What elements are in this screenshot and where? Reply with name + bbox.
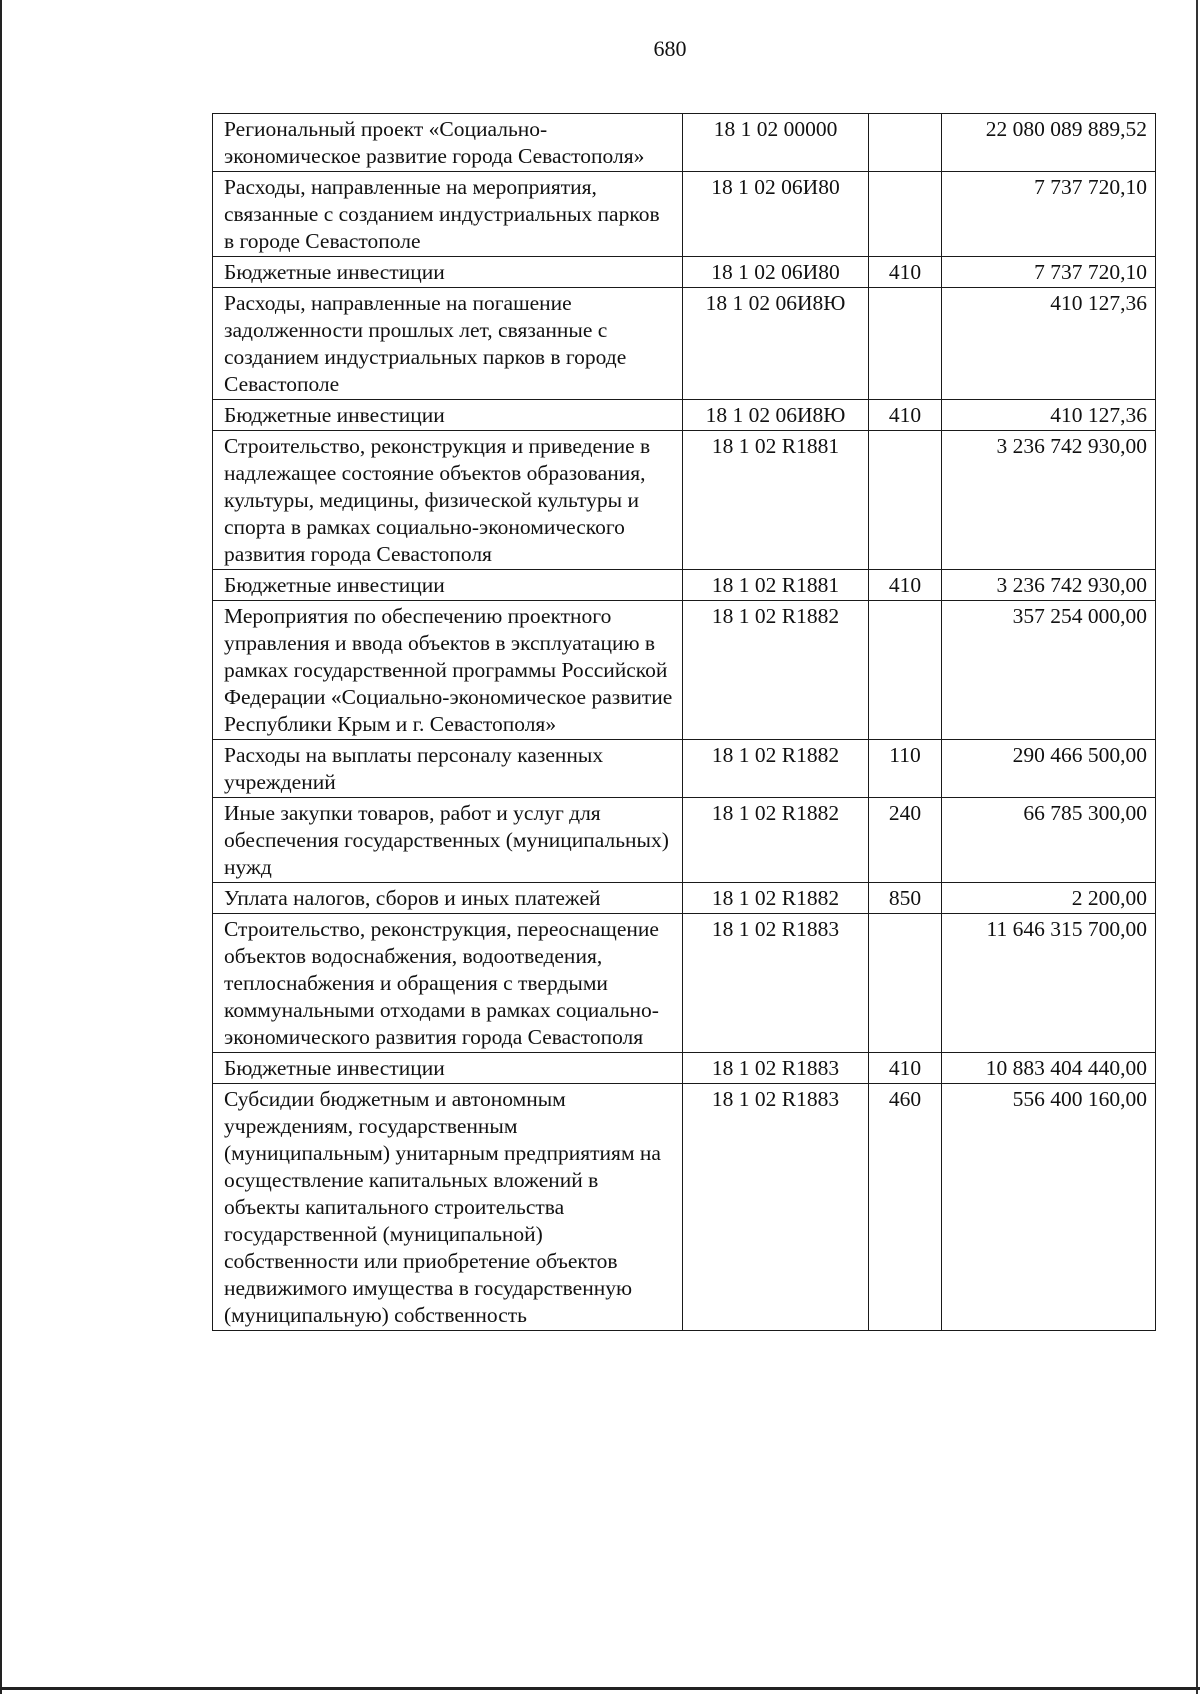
table-row (213, 400, 1156, 431)
table-body (213, 114, 1156, 1331)
row-code-cell: 18 1 02 06И80 (683, 172, 869, 257)
row-name-cell: Региональный проект «Социально-экономическое развитие города Севастополя» (213, 114, 683, 172)
row-amount-cell: 7 737 720,10 (942, 257, 1156, 288)
row-expense-type-cell: 460 (869, 1084, 942, 1331)
table-row (213, 883, 1156, 914)
row-amount-cell: 290 466 500,00 (942, 740, 1156, 798)
row-amount-cell: 3 236 742 930,00 (942, 431, 1156, 570)
row-amount-cell: 556 400 160,00 (942, 1084, 1156, 1331)
row-name-cell: Бюджетные инвестиции (213, 257, 683, 288)
row-code-cell: 18 1 02 R1882 (683, 601, 869, 740)
table-row (213, 114, 1156, 172)
row-amount-cell: 66 785 300,00 (942, 798, 1156, 883)
row-expense-type-cell (869, 172, 942, 257)
table-row (213, 601, 1156, 740)
row-code-cell: 18 1 02 R1882 (683, 740, 869, 798)
table-row (213, 798, 1156, 883)
row-name-cell: Строительство, реконструкция, переоснащение объектов водоснабжения, водоотведения, теплоснабжения и обращения с твердыми коммунальными отходами в рамках социально-экономического развития города Севастополя (213, 914, 683, 1053)
table-row (213, 1053, 1156, 1084)
row-amount-cell: 410 127,36 (942, 288, 1156, 400)
row-name-cell: Расходы, направленные на мероприятия, связанные с созданием индустриальных парков в городе Севастополе (213, 172, 683, 257)
row-code-cell: 18 1 02 06И8Ю (683, 288, 869, 400)
row-expense-type-cell (869, 114, 942, 172)
table-row (213, 570, 1156, 601)
row-code-cell: 18 1 02 R1883 (683, 914, 869, 1053)
table-row (213, 740, 1156, 798)
row-amount-cell: 2 200,00 (942, 883, 1156, 914)
row-code-cell: 18 1 02 R1882 (683, 883, 869, 914)
scan-left-edge (0, 0, 2, 1694)
row-expense-type-cell (869, 431, 942, 570)
table-row (213, 914, 1156, 1053)
row-name-cell: Уплата налогов, сборов и иных платежей (213, 883, 683, 914)
row-code-cell: 18 1 02 06И80 (683, 257, 869, 288)
table-row (213, 1084, 1156, 1331)
row-amount-cell: 357 254 000,00 (942, 601, 1156, 740)
budget-table (212, 113, 1156, 1331)
row-code-cell: 18 1 02 00000 (683, 114, 869, 172)
row-name-cell: Расходы, направленные на погашение задолженности прошлых лет, связанные с созданием индустриальных парков в городе Севастополе (213, 288, 683, 400)
row-name-cell: Расходы на выплаты персоналу казенных учреждений (213, 740, 683, 798)
table-row (213, 172, 1156, 257)
row-name-cell: Строительство, реконструкция и приведение в надлежащее состояние объектов образования, культуры, медицины, физической культуры и спорта в рамках социально-экономического развития города Севастополя (213, 431, 683, 570)
row-name-cell: Бюджетные инвестиции (213, 1053, 683, 1084)
row-code-cell: 18 1 02 R1883 (683, 1084, 869, 1331)
row-amount-cell: 22 080 089 889,52 (942, 114, 1156, 172)
row-code-cell: 18 1 02 R1883 (683, 1053, 869, 1084)
row-name-cell: Мероприятия по обеспечению проектного управления и ввода объектов в эксплуатацию в рамках государственной программы Российской Федерации «Социально-экономическое развитие Республики Крым и г. Севастополя» (213, 601, 683, 740)
row-name-cell: Субсидии бюджетным и автономным учреждениям, государственным (муниципальным) унитарным предприятиям на осуществление капитальных вложений в объекты капитального строительства государственной (муниципальной) собственности или приобретение объектов недвижимого имущества в государственную (муниципальную) собственность (213, 1084, 683, 1331)
table-row (213, 257, 1156, 288)
table-row (213, 288, 1156, 400)
row-name-cell: Бюджетные инвестиции (213, 570, 683, 601)
row-expense-type-cell (869, 288, 942, 400)
row-code-cell: 18 1 02 R1881 (683, 570, 869, 601)
row-name-cell: Бюджетные инвестиции (213, 400, 683, 431)
row-code-cell: 18 1 02 R1882 (683, 798, 869, 883)
row-expense-type-cell: 240 (869, 798, 942, 883)
row-expense-type-cell (869, 601, 942, 740)
row-amount-cell: 3 236 742 930,00 (942, 570, 1156, 601)
row-amount-cell: 10 883 404 440,00 (942, 1053, 1156, 1084)
row-code-cell: 18 1 02 R1881 (683, 431, 869, 570)
row-amount-cell: 11 646 315 700,00 (942, 914, 1156, 1053)
row-expense-type-cell (869, 914, 942, 1053)
row-expense-type-cell: 410 (869, 1053, 942, 1084)
row-expense-type-cell: 410 (869, 257, 942, 288)
row-code-cell: 18 1 02 06И8Ю (683, 400, 869, 431)
row-expense-type-cell: 410 (869, 400, 942, 431)
row-amount-cell: 410 127,36 (942, 400, 1156, 431)
row-expense-type-cell: 850 (869, 883, 942, 914)
row-name-cell: Иные закупки товаров, работ и услуг для обеспечения государственных (муниципальных) нужд (213, 798, 683, 883)
row-expense-type-cell: 110 (869, 740, 942, 798)
table-row (213, 431, 1156, 570)
row-amount-cell: 7 737 720,10 (942, 172, 1156, 257)
scan-right-edge (1196, 0, 1198, 1694)
row-expense-type-cell: 410 (869, 570, 942, 601)
scan-bottom-edge (0, 1687, 1200, 1690)
page-number: 680 (653, 36, 687, 61)
